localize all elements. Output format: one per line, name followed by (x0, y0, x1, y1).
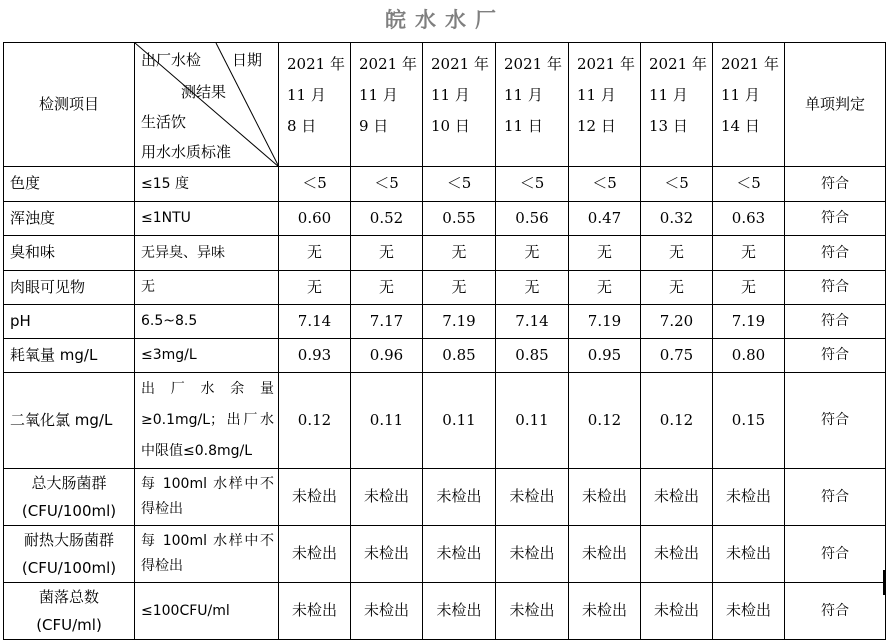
value-cell: 未检出 (423, 583, 496, 640)
value-cell: 0.12 (569, 373, 641, 469)
value-cell: 0.12 (279, 373, 351, 469)
value-cell: ＜5 (641, 167, 713, 202)
table-row (4, 236, 886, 271)
table-row (4, 339, 886, 373)
value-cell: 7.19 (713, 305, 785, 339)
value-cell: 无 (569, 271, 641, 305)
diag-label-bottom-1: 生活饮 (141, 113, 187, 131)
value-cell: 未检出 (496, 526, 569, 583)
value-cell: 未检出 (351, 583, 423, 640)
value-cell: 未检出 (641, 583, 713, 640)
table-row (4, 202, 886, 236)
item-standard: 每 100ml 水样中不得检出 (135, 469, 279, 526)
value-cell: 未检出 (641, 526, 713, 583)
value-cell: 未检出 (279, 583, 351, 640)
water-quality-table (3, 42, 886, 640)
value-cell: ＜5 (569, 167, 641, 202)
value-cell: 未检出 (279, 469, 351, 526)
value-cell: 未检出 (279, 526, 351, 583)
header-date-0: 2021 年 11 月 8 日 (279, 43, 351, 167)
item-standard: 无 (135, 271, 279, 305)
header-date-1: 2021 年 11 月 9 日 (351, 43, 423, 167)
value-cell: 0.56 (496, 202, 569, 236)
item-standard: 6.5~8.5 (135, 305, 279, 339)
value-cell: 0.93 (279, 339, 351, 373)
item-name: 耗氧量 mg/L (4, 339, 135, 373)
item-standard: ≤3mg/L (135, 339, 279, 373)
value-cell: 未检出 (423, 469, 496, 526)
table-row (4, 305, 886, 339)
item-name: 总大肠菌群 (CFU/100ml) (4, 469, 135, 526)
value-cell: 7.14 (496, 305, 569, 339)
value-cell: 未检出 (569, 583, 641, 640)
edge-mark (883, 570, 886, 595)
item-standard: 出厂水余量≥0.1mg/L；出厂水中限值≤0.8mg/L (135, 373, 279, 469)
value-cell: 未检出 (641, 469, 713, 526)
table-row (4, 583, 886, 640)
value-cell: 0.80 (713, 339, 785, 373)
value-cell: 0.11 (351, 373, 423, 469)
table-row (4, 469, 886, 526)
value-cell: 0.60 (279, 202, 351, 236)
diag-label-top-left: 出厂水检 (141, 51, 202, 69)
item-name: 肉眼可见物 (4, 271, 135, 305)
value-cell: ＜5 (279, 167, 351, 202)
value-cell: ＜5 (713, 167, 785, 202)
value-cell: 无 (279, 236, 351, 271)
judge-cell: 符合 (785, 271, 886, 305)
value-cell: 7.19 (423, 305, 496, 339)
diag-label-mid: 测结果 (181, 83, 227, 101)
value-cell: 未检出 (713, 469, 785, 526)
header-date-5: 2021 年 11 月 13 日 (641, 43, 713, 167)
page-title: 皖水水厂 (385, 8, 505, 32)
value-cell: 0.75 (641, 339, 713, 373)
value-cell: 未检出 (713, 583, 785, 640)
judge-cell: 符合 (785, 583, 886, 640)
header-row (4, 43, 886, 167)
value-cell: 0.12 (641, 373, 713, 469)
value-cell: 0.55 (423, 202, 496, 236)
header-judge-label: 单项判定 (785, 43, 886, 167)
diag-label-bottom-2: 用水水质标准 (141, 143, 232, 161)
table-row (4, 167, 886, 202)
item-name: 臭和味 (4, 236, 135, 271)
value-cell: 无 (423, 271, 496, 305)
value-cell: 7.20 (641, 305, 713, 339)
value-cell: 无 (279, 271, 351, 305)
table-row (4, 373, 886, 469)
value-cell: 未检出 (713, 526, 785, 583)
value-cell: 0.85 (423, 339, 496, 373)
item-name: 菌落总数 (CFU/ml) (4, 583, 135, 640)
judge-cell: 符合 (785, 202, 886, 236)
value-cell: 0.11 (423, 373, 496, 469)
value-cell: 未检出 (496, 469, 569, 526)
value-cell: 0.85 (496, 339, 569, 373)
value-cell: 无 (423, 236, 496, 271)
value-cell: 0.95 (569, 339, 641, 373)
value-cell: 无 (496, 271, 569, 305)
item-standard: ≤1NTU (135, 202, 279, 236)
table-row (4, 271, 886, 305)
header-date-3: 2021 年 11 月 11 日 (496, 43, 569, 167)
value-cell: 0.47 (569, 202, 641, 236)
header-date-2: 2021 年 11 月 10 日 (423, 43, 496, 167)
value-cell: 0.11 (496, 373, 569, 469)
item-name: pH (4, 305, 135, 339)
header-date-6: 2021 年 11 月 14 日 (713, 43, 785, 167)
header-date-4: 2021 年 11 月 12 日 (569, 43, 641, 167)
value-cell: 0.15 (713, 373, 785, 469)
value-cell: 未检出 (569, 469, 641, 526)
value-cell: 0.52 (351, 202, 423, 236)
item-standard: 无异臭、异味 (135, 236, 279, 271)
value-cell: 无 (641, 271, 713, 305)
value-cell: 0.32 (641, 202, 713, 236)
item-name: 浑浊度 (4, 202, 135, 236)
value-cell: 7.14 (279, 305, 351, 339)
value-cell: 无 (713, 271, 785, 305)
judge-cell: 符合 (785, 305, 886, 339)
item-standard: 每 100ml 水样中不得检出 (135, 526, 279, 583)
value-cell: 0.96 (351, 339, 423, 373)
value-cell: 7.17 (351, 305, 423, 339)
value-cell: 无 (713, 236, 785, 271)
value-cell: ＜5 (351, 167, 423, 202)
judge-cell: 符合 (785, 236, 886, 271)
value-cell: 无 (351, 236, 423, 271)
table-row (4, 526, 886, 583)
value-cell: 未检出 (423, 526, 496, 583)
header-item-label: 检测项目 (4, 43, 135, 167)
value-cell: 未检出 (496, 583, 569, 640)
item-name: 色度 (4, 167, 135, 202)
value-cell: 无 (351, 271, 423, 305)
value-cell: 未检出 (351, 526, 423, 583)
item-name: 二氧化氯 mg/L (4, 373, 135, 469)
item-standard: ≤100CFU/ml (135, 583, 279, 640)
item-name: 耐热大肠菌群 (CFU/100ml) (4, 526, 135, 583)
judge-cell: 符合 (785, 469, 886, 526)
value-cell: ＜5 (423, 167, 496, 202)
value-cell: 未检出 (569, 526, 641, 583)
value-cell: 未检出 (351, 469, 423, 526)
value-cell: 无 (496, 236, 569, 271)
judge-cell: 符合 (785, 167, 886, 202)
value-cell: 无 (569, 236, 641, 271)
header-diagonal-cell (135, 43, 279, 167)
value-cell: 0.63 (713, 202, 785, 236)
judge-cell: 符合 (785, 339, 886, 373)
diag-label-top-right: 日期 (232, 51, 263, 69)
value-cell: 7.19 (569, 305, 641, 339)
item-standard: ≤15 度 (135, 167, 279, 202)
value-cell: ＜5 (496, 167, 569, 202)
judge-cell: 符合 (785, 373, 886, 469)
judge-cell: 符合 (785, 526, 886, 583)
value-cell: 无 (641, 236, 713, 271)
